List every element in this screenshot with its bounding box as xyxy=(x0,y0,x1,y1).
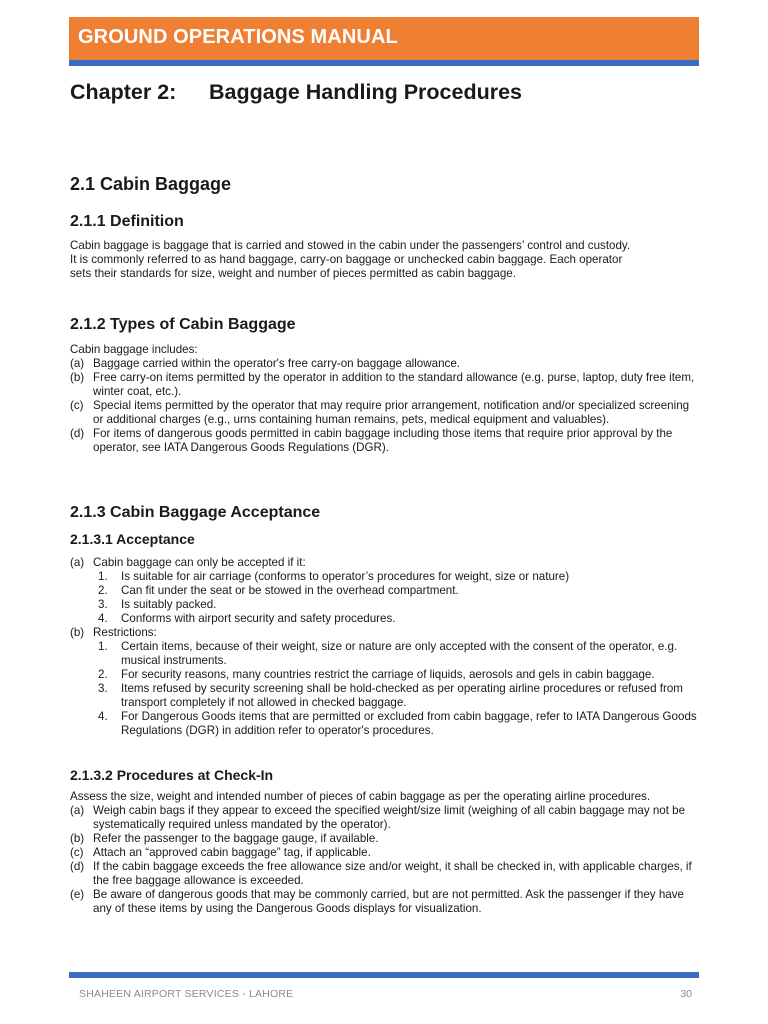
item-label: (a) xyxy=(70,804,85,817)
sub-list-item xyxy=(70,682,700,710)
check-in-procedures-list xyxy=(70,790,700,916)
footer-divider xyxy=(69,972,699,978)
section-2-1-3-heading: 2.1.3 Cabin Baggage Acceptance xyxy=(70,504,321,521)
acceptance-list xyxy=(70,556,700,738)
item-text: If the cabin baggage exceeds the free allowance size and/or weight, it shall be checked in, with applicable charges, if the free baggage allowance is exceeded. xyxy=(93,860,692,887)
section-2-1-1-heading: 2.1.1 Definition xyxy=(70,213,184,230)
item-text: Weigh cabin bags if they appear to exceed the specified weight/size limit (weighing of all cabin baggage may not be systematically required unless mandated by the operator). xyxy=(93,804,686,831)
section-2-1-2-heading: 2.1.2 Types of Cabin Baggage xyxy=(70,316,296,333)
footer-company: SHAHEEN AIRPORT SERVICES - LAHORE xyxy=(79,988,294,1000)
sub-list-item xyxy=(70,584,700,598)
item-label: (c) xyxy=(70,846,84,859)
list-item xyxy=(70,427,700,455)
list-item xyxy=(70,556,700,570)
item-label: (b) xyxy=(70,832,85,845)
item-text: Special items permitted by the operator that may require prior arrangement, notification and/or specialized screening or additional charges (e.g., urns containing human remains, pets, medical equipment and valuables). xyxy=(93,399,690,426)
list-item xyxy=(70,357,700,371)
item-text: Free carry-on items permitted by the operator in addition to the standard allowance (e.g. purse, laptop, duty free item, winter coat, etc.). xyxy=(93,371,695,398)
sub-list-item xyxy=(70,668,700,682)
sub-item-text: Certain items, because of their weight, size or nature are only accepted with the consent of the operator, e.g. musical instruments. xyxy=(121,640,678,667)
sub-list-item xyxy=(70,710,700,738)
item-text: Baggage carried within the operator's free carry-on baggage allowance. xyxy=(93,357,460,370)
sub-item-number: 3. xyxy=(98,682,108,695)
sub-item-number: 1. xyxy=(98,570,108,583)
sub-item-text: Conforms with airport security and safety procedures. xyxy=(121,612,396,625)
sub-list-item xyxy=(70,570,700,584)
section-2-1-heading: 2.1 Cabin Baggage xyxy=(70,174,232,194)
sub-item-number: 4. xyxy=(98,612,108,625)
sub-item-number: 3. xyxy=(98,598,108,611)
cabin-baggage-types-list xyxy=(70,343,700,455)
list-item xyxy=(70,846,700,860)
sub-item-text: Can fit under the seat or be stowed in the overhead compartment. xyxy=(121,584,459,597)
item-text: For items of dangerous goods permitted in cabin baggage including those items that require prior approval by the operator, see IATA Dangerous Goods Regulations (DGR). xyxy=(93,427,673,454)
sub-item-text: For security reasons, many countries restrict the carriage of liquids, aerosols and gels in cabin baggage. xyxy=(121,668,655,681)
list-item xyxy=(70,804,700,832)
item-text: Attach an “approved cabin baggage” tag, if applicable. xyxy=(93,846,371,859)
list-intro: Assess the size, weight and intended number of pieces of cabin baggage as per the operating airline procedures. xyxy=(70,790,651,803)
item-label: (a) xyxy=(70,357,85,370)
item-label: (e) xyxy=(70,888,85,901)
definition-paragraph xyxy=(70,239,700,281)
list-item xyxy=(70,399,700,427)
list-intro: Cabin baggage includes: xyxy=(70,343,198,356)
sub-list-item xyxy=(70,612,700,626)
sub-list-item xyxy=(70,598,700,612)
sub-list-item xyxy=(70,640,700,668)
list-item xyxy=(70,626,700,640)
definition-line: It is commonly referred to as hand baggage, carry-on baggage or unchecked cabin baggage. Each operator xyxy=(70,253,623,266)
sub-item-text: Is suitably packed. xyxy=(121,598,217,611)
section-2-1-3-2-heading: 2.1.3.2 Procedures at Check-In xyxy=(70,767,274,783)
item-text: Cabin baggage can only be accepted if it: xyxy=(93,556,306,569)
manual-title: GROUND OPERATIONS MANUAL xyxy=(78,26,398,48)
definition-line: Cabin baggage is baggage that is carried and stowed in the cabin under the passengers’ control and custody. xyxy=(70,239,631,252)
item-label: (b) xyxy=(70,626,85,639)
item-label: (d) xyxy=(70,860,85,873)
list-item xyxy=(70,888,700,916)
sub-item-number: 2. xyxy=(98,584,108,597)
header-bar xyxy=(69,17,699,60)
sub-item-number: 4. xyxy=(98,710,108,723)
item-label: (d) xyxy=(70,427,85,440)
item-text: Refer the passenger to the baggage gauge, if available. xyxy=(93,832,379,845)
item-label: (b) xyxy=(70,371,85,384)
item-text: Be aware of dangerous goods that may be commonly carried, but are not permitted. Ask the passenger if they have any of these items by using the Dangerous Goods displays for visualization. xyxy=(93,888,684,915)
sub-item-number: 2. xyxy=(98,668,108,681)
sub-item-number: 1. xyxy=(98,640,108,653)
page-number: 30 xyxy=(680,988,692,1000)
chapter-number: Chapter 2: xyxy=(70,80,177,104)
list-item xyxy=(70,832,700,846)
item-label: (c) xyxy=(70,399,84,412)
sub-item-text: Items refused by security screening shall be hold-checked as per operating airline procedures or refused from transport completely if not allowed in checked baggage. xyxy=(121,682,683,709)
chapter-title xyxy=(70,80,522,105)
item-label: (a) xyxy=(70,556,85,569)
list-item xyxy=(70,860,700,888)
sub-item-text: Is suitable for air carriage (conforms to operator’s procedures for weight, size or nature) xyxy=(121,570,570,583)
list-item xyxy=(70,371,700,399)
item-text: Restrictions: xyxy=(93,626,157,639)
header-divider xyxy=(69,60,699,66)
definition-line: sets their standards for size, weight and number of pieces permitted as cabin baggage. xyxy=(70,267,516,280)
sub-item-text: For Dangerous Goods items that are permitted or excluded from cabin baggage, refer to IATA Dangerous Goods Regulations (DGR) in addition refer to operator's procedures. xyxy=(121,710,697,737)
chapter-name: Baggage Handling Procedures xyxy=(209,80,523,104)
section-2-1-3-1-heading: 2.1.3.1 Acceptance xyxy=(70,531,195,547)
